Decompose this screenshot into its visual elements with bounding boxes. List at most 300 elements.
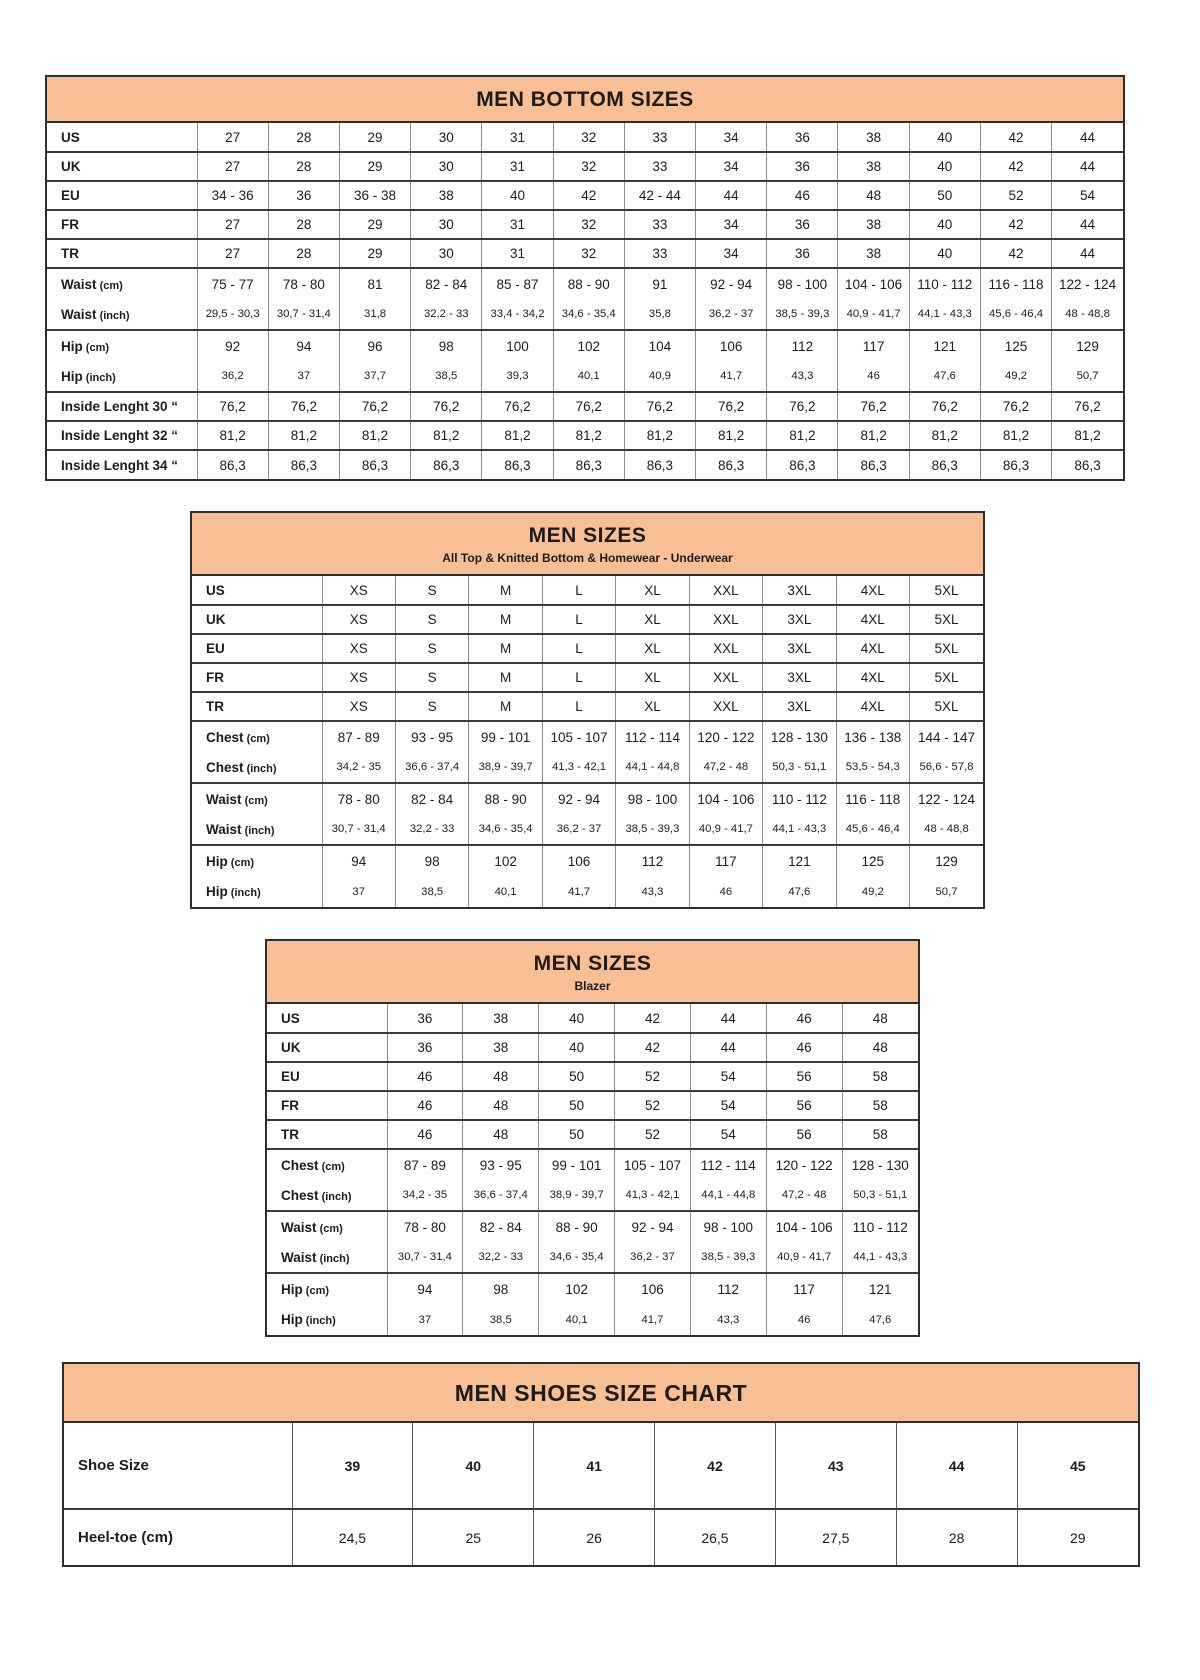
size-table <box>64 1423 1138 1565</box>
size-cell: 76,2 <box>909 392 980 421</box>
row-label: Hip (cm) <box>281 1281 330 1297</box>
table-row <box>192 876 983 907</box>
size-cell: 81,2 <box>838 421 909 450</box>
size-cell: 29 <box>339 152 410 181</box>
size-cell: 81,2 <box>339 421 410 450</box>
size-cell: 32 <box>553 210 624 239</box>
size-cell: 88 - 90 <box>539 1211 615 1242</box>
table-men-bottom-sizes <box>45 75 1125 481</box>
size-cell: XXL <box>689 634 762 663</box>
size-cell: 81,2 <box>696 421 767 450</box>
size-cell: 98 - 100 <box>767 268 838 299</box>
size-cell: 102 <box>553 330 624 361</box>
size-cell: 31,8 <box>339 299 410 330</box>
size-cell: 4XL <box>836 634 909 663</box>
size-cell: 41,3 - 42,1 <box>542 752 615 783</box>
size-cell: 52 <box>980 181 1051 210</box>
table-row <box>192 634 983 663</box>
size-cell: 120 - 122 <box>766 1149 842 1180</box>
table-row <box>47 392 1123 421</box>
size-cell: 125 <box>980 330 1051 361</box>
size-cell: 33 <box>624 152 695 181</box>
size-cell: 26 <box>534 1509 655 1565</box>
table-row <box>192 576 983 605</box>
size-cell: 28 <box>896 1509 1017 1565</box>
size-cell: 30,7 - 31,4 <box>322 814 395 845</box>
size-cell: 36,2 <box>197 361 268 392</box>
size-cell: 38,5 <box>395 876 468 907</box>
size-cell: 34 <box>696 210 767 239</box>
size-cell: 44,1 - 44,8 <box>616 752 689 783</box>
size-cell: 46 <box>766 1304 842 1335</box>
size-cell: 44,1 - 43,3 <box>909 299 980 330</box>
size-cell: 48 <box>838 181 909 210</box>
size-cell: S <box>395 605 468 634</box>
size-cell: 32 <box>553 239 624 268</box>
size-cell: 76,2 <box>980 392 1051 421</box>
size-cell: XS <box>322 634 395 663</box>
size-cell: 40,9 - 41,7 <box>766 1242 842 1273</box>
size-cell: 38,9 - 39,7 <box>539 1180 615 1211</box>
size-cell: 54 <box>1052 181 1123 210</box>
size-table <box>267 1004 918 1335</box>
size-cell: 42 <box>980 239 1051 268</box>
size-cell: 28 <box>268 123 339 152</box>
table-row <box>267 1273 918 1304</box>
size-cell: 48 - 48,8 <box>1052 299 1123 330</box>
size-cell: 50 <box>539 1091 615 1120</box>
size-cell: 45 <box>1017 1423 1138 1509</box>
table-title: MEN BOTTOM SIZES <box>476 88 694 111</box>
size-cell: 3XL <box>763 692 836 721</box>
size-cell: 30 <box>411 123 482 152</box>
size-cell: 40 <box>482 181 553 210</box>
size-cell: 30 <box>411 152 482 181</box>
size-cell: 46 <box>689 876 762 907</box>
size-cell: 88 - 90 <box>469 783 542 814</box>
size-cell: 27 <box>197 210 268 239</box>
size-cell: XXL <box>689 663 762 692</box>
size-cell: 76,2 <box>624 392 695 421</box>
size-cell: 25 <box>413 1509 534 1565</box>
row-label: FR <box>281 1098 299 1113</box>
size-cell: 50 <box>909 181 980 210</box>
table-row <box>47 152 1123 181</box>
size-cell: 29 <box>339 239 410 268</box>
size-cell: 43,3 <box>767 361 838 392</box>
size-cell: 5XL <box>910 576 984 605</box>
row-label: Hip (inch) <box>281 1312 336 1327</box>
size-cell: 38 <box>838 210 909 239</box>
size-cell: 110 - 112 <box>842 1211 918 1242</box>
row-label: Waist (cm) <box>281 1219 343 1235</box>
table-row <box>192 783 983 814</box>
size-cell: 31 <box>482 239 553 268</box>
size-cell: 38 <box>463 1033 539 1062</box>
row-label: Waist (cm) <box>206 791 268 807</box>
size-cell: 5XL <box>910 634 984 663</box>
table-row <box>267 1304 918 1335</box>
row-label: Waist (cm) <box>61 276 123 292</box>
size-cell: 86,3 <box>197 450 268 479</box>
size-cell: 36,2 - 37 <box>615 1242 691 1273</box>
size-cell: 30,7 - 31,4 <box>387 1242 463 1273</box>
row-label: Shoe Size <box>78 1457 149 1474</box>
size-cell: 106 <box>542 845 615 876</box>
row-label: UK <box>61 159 81 174</box>
size-cell: 31 <box>482 210 553 239</box>
size-cell: 41,7 <box>615 1304 691 1335</box>
size-cell: 58 <box>842 1120 918 1149</box>
size-cell: 76,2 <box>767 392 838 421</box>
size-cell: 46 <box>767 181 838 210</box>
size-cell: 5XL <box>910 692 984 721</box>
size-cell: 116 - 118 <box>980 268 1051 299</box>
size-table <box>47 123 1123 479</box>
size-cell: XS <box>322 576 395 605</box>
size-cell: 104 - 106 <box>838 268 909 299</box>
size-cell: 76,2 <box>482 392 553 421</box>
size-cell: 39 <box>292 1423 413 1509</box>
size-cell: 98 - 100 <box>616 783 689 814</box>
size-cell: 47,6 <box>763 876 836 907</box>
size-cell: 136 - 138 <box>836 721 909 752</box>
size-cell: 36 <box>268 181 339 210</box>
size-cell: 50,7 <box>910 876 984 907</box>
size-cell: 120 - 122 <box>689 721 762 752</box>
size-cell: 56 <box>766 1062 842 1091</box>
size-cell: 40,1 <box>539 1304 615 1335</box>
size-cell: 54 <box>690 1091 766 1120</box>
table-subtitle: All Top & Knitted Bottom & Homewear - Underwear <box>442 551 733 565</box>
size-cell: 122 - 124 <box>910 783 984 814</box>
size-cell: 78 - 80 <box>322 783 395 814</box>
size-cell: 36,2 - 37 <box>696 299 767 330</box>
size-cell: 42 <box>553 181 624 210</box>
size-cell: 38,5 - 39,3 <box>616 814 689 845</box>
row-label: FR <box>61 217 79 232</box>
size-cell: 112 - 114 <box>690 1149 766 1180</box>
size-cell: 40 <box>909 239 980 268</box>
size-cell: 81,2 <box>1052 421 1123 450</box>
size-cell: 86,3 <box>696 450 767 479</box>
table-row <box>64 1509 1138 1565</box>
row-label: TR <box>281 1127 299 1142</box>
size-cell: 76,2 <box>838 392 909 421</box>
table-subtitle: Blazer <box>574 979 611 993</box>
size-cell: 81,2 <box>268 421 339 450</box>
size-cell: 81,2 <box>411 421 482 450</box>
size-cell: 30,7 - 31,4 <box>268 299 339 330</box>
row-label: Hip (inch) <box>206 884 261 899</box>
size-cell: 49,2 <box>980 361 1051 392</box>
size-cell: 3XL <box>763 576 836 605</box>
size-cell: 34 <box>696 123 767 152</box>
size-chart-page <box>0 75 1200 1567</box>
row-label: EU <box>281 1069 300 1084</box>
size-cell: 31 <box>482 152 553 181</box>
size-cell: 44 <box>1052 123 1123 152</box>
size-cell: 40,1 <box>553 361 624 392</box>
size-cell: 38,5 - 39,3 <box>767 299 838 330</box>
size-cell: 3XL <box>763 605 836 634</box>
size-cell: M <box>469 605 542 634</box>
size-cell: 81,2 <box>197 421 268 450</box>
size-cell: 46 <box>387 1062 463 1091</box>
size-cell: 76,2 <box>339 392 410 421</box>
size-cell: 47,6 <box>842 1304 918 1335</box>
size-cell: 27 <box>197 239 268 268</box>
size-cell: 28 <box>268 210 339 239</box>
size-cell: 38 <box>838 152 909 181</box>
row-label: Chest (cm) <box>206 729 270 745</box>
size-cell: 37,7 <box>339 361 410 392</box>
size-cell: 76,2 <box>553 392 624 421</box>
size-cell: 4XL <box>836 663 909 692</box>
size-cell: 99 - 101 <box>539 1149 615 1180</box>
table-row <box>47 299 1123 330</box>
size-cell: 40 <box>909 152 980 181</box>
size-cell: 46 <box>387 1120 463 1149</box>
size-cell: 44 <box>690 1033 766 1062</box>
size-cell: L <box>542 634 615 663</box>
table-row <box>47 181 1123 210</box>
size-cell: 86,3 <box>411 450 482 479</box>
size-cell: S <box>395 692 468 721</box>
table-title: MEN SHOES SIZE CHART <box>454 1380 748 1406</box>
table-title: MEN SIZES <box>533 952 652 975</box>
row-label: Waist (inch) <box>281 1249 350 1265</box>
size-cell: 44 <box>1052 210 1123 239</box>
size-cell: XS <box>322 605 395 634</box>
size-cell: 102 <box>539 1273 615 1304</box>
size-cell: XXL <box>689 605 762 634</box>
size-cell: XL <box>616 634 689 663</box>
size-cell: 35,8 <box>624 299 695 330</box>
size-cell: 36 <box>387 1033 463 1062</box>
size-cell: 81,2 <box>624 421 695 450</box>
size-cell: S <box>395 663 468 692</box>
size-cell: 34,6 - 35,4 <box>469 814 542 845</box>
row-label: UK <box>281 1040 301 1055</box>
row-label: Chest (cm) <box>281 1157 345 1173</box>
size-cell: 42 <box>615 1004 691 1033</box>
size-cell: 50,3 - 51,1 <box>842 1180 918 1211</box>
size-cell: 86,3 <box>838 450 909 479</box>
size-cell: 27,5 <box>775 1509 896 1565</box>
size-cell: 128 - 130 <box>763 721 836 752</box>
size-cell: 50,3 - 51,1 <box>763 752 836 783</box>
table-row <box>192 845 983 876</box>
size-cell: 144 - 147 <box>910 721 984 752</box>
size-cell: 29 <box>1017 1509 1138 1565</box>
size-cell: 36,6 - 37,4 <box>463 1180 539 1211</box>
size-cell: 37 <box>322 876 395 907</box>
size-cell: 48 <box>463 1091 539 1120</box>
size-cell: 47,6 <box>909 361 980 392</box>
table-header <box>192 513 983 576</box>
table-row <box>47 268 1123 299</box>
size-cell: 44 <box>896 1423 1017 1509</box>
size-cell: L <box>542 663 615 692</box>
size-cell: 50,7 <box>1052 361 1123 392</box>
table-row <box>267 1091 918 1120</box>
table-row <box>64 1423 1138 1509</box>
size-cell: 42 <box>655 1423 776 1509</box>
table-men-sizes-tops <box>190 511 985 909</box>
size-cell: 112 <box>690 1273 766 1304</box>
size-cell: 76,2 <box>197 392 268 421</box>
size-cell: 38,5 <box>463 1304 539 1335</box>
row-label: Hip (cm) <box>61 338 110 354</box>
size-cell: 78 - 80 <box>268 268 339 299</box>
size-cell: 86,3 <box>624 450 695 479</box>
size-cell: 4XL <box>836 605 909 634</box>
size-cell: 88 - 90 <box>553 268 624 299</box>
tables-container <box>0 75 1200 1567</box>
size-cell: 5XL <box>910 605 984 634</box>
size-cell: 105 - 107 <box>542 721 615 752</box>
size-cell: 37 <box>387 1304 463 1335</box>
size-cell: 34,2 - 35 <box>387 1180 463 1211</box>
size-cell: 48 <box>842 1033 918 1062</box>
size-cell: 52 <box>615 1091 691 1120</box>
size-cell: 44 <box>690 1004 766 1033</box>
size-cell: 98 <box>411 330 482 361</box>
size-cell: 94 <box>322 845 395 876</box>
size-cell: 82 - 84 <box>395 783 468 814</box>
size-cell: 40 <box>539 1004 615 1033</box>
size-cell: 43 <box>775 1423 896 1509</box>
table-row <box>47 361 1123 392</box>
size-cell: 40,9 - 41,7 <box>838 299 909 330</box>
size-cell: 122 - 124 <box>1052 268 1123 299</box>
size-cell: 47,2 - 48 <box>766 1180 842 1211</box>
size-cell: 28 <box>268 239 339 268</box>
size-cell: 38 <box>838 123 909 152</box>
table-row <box>192 605 983 634</box>
size-cell: 4XL <box>836 576 909 605</box>
size-cell: 40 <box>539 1033 615 1062</box>
size-cell: 106 <box>696 330 767 361</box>
size-cell: 44 <box>696 181 767 210</box>
size-cell: 116 - 118 <box>836 783 909 814</box>
table-row <box>192 752 983 783</box>
size-cell: 129 <box>1052 330 1123 361</box>
size-cell: 34 - 36 <box>197 181 268 210</box>
size-cell: XS <box>322 663 395 692</box>
size-cell: 53,5 - 54,3 <box>836 752 909 783</box>
size-cell: 49,2 <box>836 876 909 907</box>
row-label: Inside Lenght 30 “ <box>61 399 179 414</box>
size-cell: 36 <box>767 123 838 152</box>
size-cell: 86,3 <box>339 450 410 479</box>
size-cell: 112 - 114 <box>616 721 689 752</box>
size-cell: 34 <box>696 152 767 181</box>
size-cell: 40,9 <box>624 361 695 392</box>
table-row <box>267 1242 918 1273</box>
row-label: US <box>281 1010 300 1026</box>
size-cell: 48 <box>463 1062 539 1091</box>
size-cell: 98 - 100 <box>690 1211 766 1242</box>
size-cell: 36 - 38 <box>339 181 410 210</box>
row-label: TR <box>61 246 79 261</box>
size-cell: L <box>542 605 615 634</box>
size-cell: 102 <box>469 845 542 876</box>
size-cell: 5XL <box>910 663 984 692</box>
size-cell: 32,2 - 33 <box>463 1242 539 1273</box>
table-row <box>267 1149 918 1180</box>
size-cell: 112 <box>767 330 838 361</box>
table-row <box>267 1120 918 1149</box>
size-cell: 100 <box>482 330 553 361</box>
size-cell: 44,1 - 43,3 <box>763 814 836 845</box>
size-cell: 92 - 94 <box>696 268 767 299</box>
size-cell: XXL <box>689 576 762 605</box>
size-cell: 86,3 <box>909 450 980 479</box>
size-cell: 39,3 <box>482 361 553 392</box>
table-row <box>267 1211 918 1242</box>
size-cell: 30 <box>411 239 482 268</box>
size-cell: M <box>469 663 542 692</box>
size-cell: 40,9 - 41,7 <box>689 814 762 845</box>
size-cell: 42 <box>980 210 1051 239</box>
size-cell: 86,3 <box>482 450 553 479</box>
size-cell: 117 <box>766 1273 842 1304</box>
size-cell: 47,2 - 48 <box>689 752 762 783</box>
row-label: Hip (inch) <box>61 368 116 384</box>
size-cell: 24,5 <box>292 1509 413 1565</box>
size-cell: 34,6 - 35,4 <box>553 299 624 330</box>
size-cell: 29 <box>339 210 410 239</box>
size-cell: 43,3 <box>616 876 689 907</box>
size-cell: 86,3 <box>553 450 624 479</box>
size-cell: 106 <box>615 1273 691 1304</box>
row-label: Heel-toe (cm) <box>78 1529 174 1546</box>
row-label: Chest (inch) <box>206 759 277 775</box>
size-cell: 104 <box>624 330 695 361</box>
table-row <box>47 450 1123 479</box>
size-cell: 54 <box>690 1062 766 1091</box>
table-header <box>64 1364 1138 1423</box>
size-cell: 54 <box>690 1120 766 1149</box>
size-cell: 81 <box>339 268 410 299</box>
size-cell: 46 <box>766 1033 842 1062</box>
size-cell: 91 <box>624 268 695 299</box>
size-cell: 40 <box>909 123 980 152</box>
size-cell: 82 - 84 <box>463 1211 539 1242</box>
size-cell: 4XL <box>836 692 909 721</box>
size-cell: 38,9 - 39,7 <box>469 752 542 783</box>
size-table <box>192 576 983 907</box>
size-cell: 104 - 106 <box>689 783 762 814</box>
size-cell: 44,1 - 43,3 <box>842 1242 918 1273</box>
size-cell: 92 <box>197 330 268 361</box>
size-cell: 76,2 <box>268 392 339 421</box>
size-cell: 36 <box>767 239 838 268</box>
size-cell: 34 <box>696 239 767 268</box>
size-cell: 32,2 - 33 <box>411 299 482 330</box>
size-cell: 75 - 77 <box>197 268 268 299</box>
size-cell: 34,2 - 35 <box>322 752 395 783</box>
size-cell: L <box>542 692 615 721</box>
size-cell: XXL <box>689 692 762 721</box>
table-row <box>192 663 983 692</box>
size-cell: 94 <box>387 1273 463 1304</box>
size-cell: 121 <box>842 1273 918 1304</box>
row-label: EU <box>61 188 80 203</box>
size-cell: 52 <box>615 1062 691 1091</box>
